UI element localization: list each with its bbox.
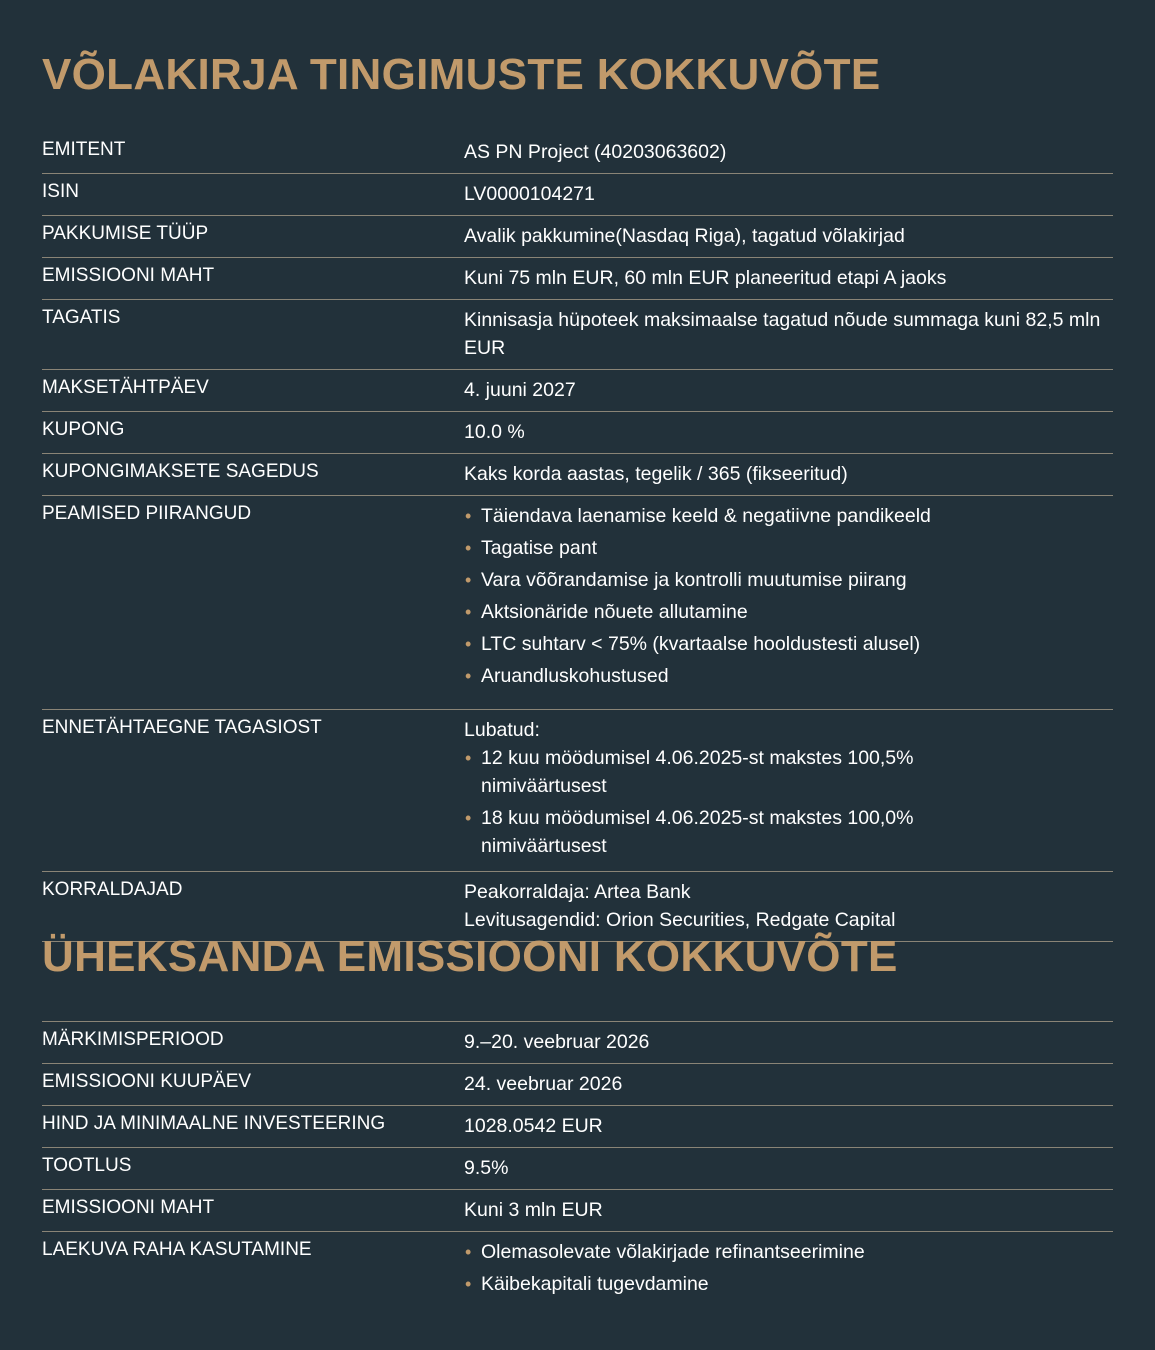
ninth-issue-table — [42, 1021, 1113, 1309]
row-value — [464, 502, 1113, 694]
bullet-dot-icon: • — [465, 602, 472, 622]
table-row — [42, 216, 1113, 258]
row-value: 24. veebruar 2026 — [464, 1073, 623, 1095]
row-value: 1028.0542 EUR — [464, 1115, 603, 1137]
row-value: 9.–20. veebruar 2026 — [464, 1031, 650, 1053]
row-value — [464, 1238, 1113, 1302]
row-label: HIND JA MINIMAALNE INVESTEERING — [42, 1113, 386, 1134]
table-row — [42, 1190, 1113, 1232]
row-value: Kaks korda aastas, tegelik / 365 (fikseeritud) — [464, 463, 848, 485]
section-title-ninth-issue: ÜHEKSANDA EMISSIOONI KOKKUVÕTE — [42, 932, 898, 981]
row-value: AS PN Project (40203063602) — [464, 141, 727, 163]
row-value: 10.0 % — [464, 421, 525, 443]
list-item — [464, 598, 1109, 626]
row-label: EMISSIOONI MAHT — [42, 1197, 215, 1218]
list-item-text: Täiendava laenamise keeld & negatiivne pandikeeld — [481, 505, 931, 527]
row-label: MAKSETÄHTPÄEV — [42, 377, 209, 398]
bond-terms-table — [42, 132, 1113, 942]
bullet-dot-icon: • — [465, 666, 472, 686]
use-of-proceeds-list — [464, 1238, 1109, 1298]
table-row — [42, 258, 1113, 300]
table-row — [42, 370, 1113, 412]
row-label: EMITENT — [42, 139, 126, 160]
list-item — [464, 566, 1109, 594]
table-row — [42, 454, 1113, 496]
list-item-text: Käibekapitali tugevdamine — [481, 1273, 709, 1295]
list-item — [464, 662, 1109, 690]
list-item-text: Tagatise pant — [481, 537, 598, 559]
row-value: LV0000104271 — [464, 183, 595, 205]
row-label: ISIN — [42, 181, 79, 202]
list-item — [464, 630, 1109, 658]
covenants-list — [464, 502, 1109, 690]
list-item-text: Vara võõrandamise ja kontrolli muutumise piirang — [481, 569, 907, 591]
bullet-dot-icon: • — [465, 808, 472, 828]
row-value: 4. juuni 2027 — [464, 379, 576, 401]
row-label: KUPONG — [42, 419, 125, 440]
bullet-dot-icon: • — [465, 748, 472, 768]
bullet-dot-icon: • — [465, 538, 472, 558]
table-row-use-of-proceeds — [42, 1232, 1113, 1309]
list-item — [464, 1238, 1109, 1266]
table-row-covenants — [42, 496, 1113, 710]
table-row — [42, 300, 1113, 370]
list-item-text: Olemasolevate võlakirjade refinantseerimine — [481, 1241, 865, 1263]
row-label: LAEKUVA RAHA KASUTAMINE — [42, 1239, 312, 1260]
row-label: KORRALDAJAD — [42, 879, 183, 900]
row-label: ENNETÄHTAEGNE TAGASIOST — [42, 717, 322, 738]
row-label: TOOTLUS — [42, 1155, 132, 1176]
list-item — [464, 744, 1109, 800]
arranger-line: Peakorraldaja: Artea Bank — [464, 881, 691, 903]
table-row — [42, 1106, 1113, 1148]
bullet-dot-icon: • — [465, 570, 472, 590]
list-item-text: 18 kuu möödumisel 4.06.2025-st makstes 100,0% nimiväärtusest — [481, 807, 914, 857]
row-label: PAKKUMISE TÜÜP — [42, 223, 209, 244]
row-value: Kuni 3 mln EUR — [464, 1199, 603, 1221]
list-item-text: Aruandluskohustused — [481, 665, 669, 687]
bullet-dot-icon: • — [465, 1274, 472, 1294]
row-value: 9.5% — [464, 1157, 509, 1179]
row-label: EMISSIOONI MAHT — [42, 265, 215, 286]
list-item — [464, 502, 1109, 530]
list-item — [464, 1270, 1109, 1298]
table-row — [42, 1064, 1113, 1106]
table-row — [42, 1022, 1113, 1064]
row-value — [464, 878, 1113, 934]
list-item — [464, 534, 1109, 562]
table-row — [42, 132, 1113, 174]
bullet-dot-icon: • — [465, 1242, 472, 1262]
row-value — [464, 716, 1113, 864]
bullet-dot-icon: • — [465, 506, 472, 526]
row-label: MÄRKIMISPERIOOD — [42, 1029, 224, 1050]
list-item-text: LTC suhtarv < 75% (kvartaalse hooldustesti alusel) — [481, 633, 921, 655]
row-label: EMISSIOONI KUUPÄEV — [42, 1071, 252, 1092]
table-row-early-redemption — [42, 710, 1113, 872]
list-item-text: Aktsionäride nõuete allutamine — [481, 601, 748, 623]
row-label: PEAMISED PIIRANGUD — [42, 503, 252, 524]
table-row — [42, 1148, 1113, 1190]
row-label: TAGATIS — [42, 307, 121, 328]
row-value: Avalik pakkumine(Nasdaq Riga), tagatud võlakirjad — [464, 225, 905, 247]
list-item-text: 12 kuu möödumisel 4.06.2025-st makstes 100,5% nimiväärtusest — [481, 747, 914, 797]
section-title-bond-terms: VÕLAKIRJA TINGIMUSTE KOKKUVÕTE — [42, 50, 881, 99]
arranger-line: Levitusagendid: Orion Securities, Redgate Capital — [464, 909, 896, 931]
list-item — [464, 804, 1109, 860]
row-value: Kuni 75 mln EUR, 60 mln EUR planeeritud etapi A jaoks — [464, 267, 947, 289]
table-row — [42, 412, 1113, 454]
early-redemption-intro: Lubatud: — [464, 719, 540, 741]
row-value: Kinnisasja hüpoteek maksimaalse tagatud nõude summaga kuni 82,5 mln EUR — [464, 309, 1101, 359]
row-label: KUPONGIMAKSETE SAGEDUS — [42, 461, 319, 482]
bullet-dot-icon: • — [465, 634, 472, 654]
table-row — [42, 174, 1113, 216]
early-redemption-list — [464, 744, 1109, 860]
